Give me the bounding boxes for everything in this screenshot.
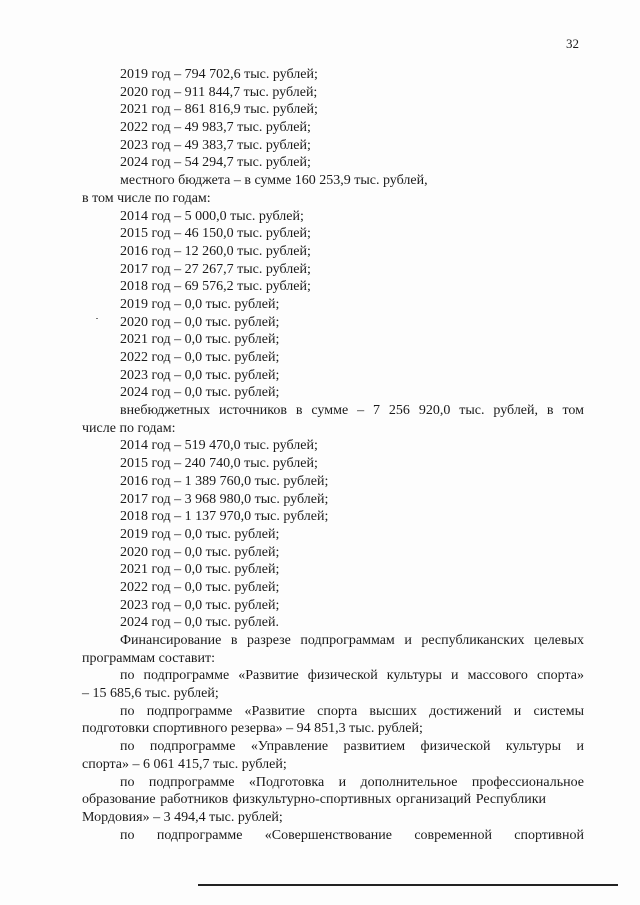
- text-line: подготовки спортивного резерва» – 94 851,3 тыс. рублей;: [82, 721, 423, 737]
- text-line: 2022 год – 0,0 тыс. рублей;: [120, 350, 280, 365]
- text-line: по подпрограмме «Управление развитием физической культуры и: [120, 739, 584, 755]
- text-line: 2014 год – 5 000,0 тыс. рублей;: [120, 208, 304, 224]
- text-line: по подпрограмме «Совершенствование современной спортивной: [120, 827, 584, 843]
- page-number: 32: [566, 36, 579, 51]
- text-line: по подпрограмме «Подготовка и дополнительное профессиональное: [120, 774, 584, 790]
- text-line: 2018 год – 69 576,2 тыс. рублей;: [120, 279, 311, 295]
- text-line: 2016 год – 12 260,0 тыс. рублей;: [120, 243, 311, 259]
- text-line: 2020 год – 0,0 тыс. рублей;: [120, 544, 280, 560]
- text-line: местного бюджета – в сумме 160 253,9 тыс. рублей,: [120, 173, 428, 189]
- text-line: 2020 год – 911 844,7 тыс. рублей;: [120, 84, 318, 100]
- document-body: [0, 66, 640, 844]
- text-line: 2019 год – 0,0 тыс. рублей;: [120, 296, 280, 312]
- text-line: программам составит:: [82, 650, 216, 666]
- text-line: спорта» – 6 061 415,7 тыс. рублей;: [82, 756, 287, 772]
- scan-speck: [96, 318, 98, 319]
- text-line: 2024 год – 0,0 тыс. рублей;: [120, 385, 280, 401]
- text-line: 2015 год – 240 740,0 тыс. рублей;: [120, 456, 318, 472]
- text-line: по подпрограмме «Развитие физической культуры и массового спорта»: [120, 668, 584, 684]
- text-line: 2024 год – 0,0 тыс. рублей.: [120, 615, 279, 631]
- text-line: 2021 год – 0,0 тыс. рублей;: [120, 562, 280, 578]
- text-line: 2021 год – 0,0 тыс. рублей;: [120, 332, 280, 348]
- text-line: 2018 год – 1 137 970,0 тыс. рублей;: [120, 509, 329, 525]
- text-line: числе по годам:: [82, 420, 176, 436]
- text-line: 2021 год – 861 816,9 тыс. рублей;: [120, 102, 318, 118]
- text-line: Мордовия» – 3 494,4 тыс. рублей;: [82, 809, 283, 825]
- text-line: Финансирование в разрезе подпрограммам и республиканских целевых: [120, 633, 584, 648]
- text-line: 2019 год – 0,0 тыс. рублей;: [120, 526, 280, 542]
- text-line: 2024 год – 54 294,7 тыс. рублей;: [120, 155, 311, 171]
- text-line: 2017 год – 27 267,7 тыс. рублей;: [120, 261, 311, 277]
- text-line: 2014 год – 519 470,0 тыс. рублей;: [120, 438, 318, 454]
- text-line: в том числе по годам:: [82, 190, 211, 206]
- text-line: 2020 год – 0,0 тыс. рублей;: [120, 314, 280, 330]
- text-line: 2022 год – 49 983,7 тыс. рублей;: [120, 120, 311, 136]
- text-line: внебюджетных источников в сумме – 7 256 920,0 тыс. рублей, в том: [120, 403, 584, 419]
- text-line: образование работников физкультурно-спортивных организаций Республики: [82, 792, 546, 808]
- text-line: 2016 год – 1 389 760,0 тыс. рублей;: [120, 473, 329, 489]
- text-line: 2023 год – 0,0 тыс. рублей;: [120, 367, 280, 383]
- text-line: 2023 год – 49 383,7 тыс. рублей;: [120, 137, 311, 153]
- bottom-rule: [198, 884, 618, 886]
- text-line: 2019 год – 794 702,6 тыс. рублей;: [120, 67, 318, 82]
- text-line: 2015 год – 46 150,0 тыс. рублей;: [120, 226, 311, 242]
- text-line: 2022 год – 0,0 тыс. рублей;: [120, 579, 280, 595]
- text-line: 2017 год – 3 968 980,0 тыс. рублей;: [120, 491, 329, 507]
- text-line: по подпрограмме «Развитие спорта высших достижений и системы: [120, 703, 584, 719]
- text-line: 2023 год – 0,0 тыс. рублей;: [120, 597, 280, 613]
- text-line: – 15 685,6 тыс. рублей;: [82, 686, 219, 702]
